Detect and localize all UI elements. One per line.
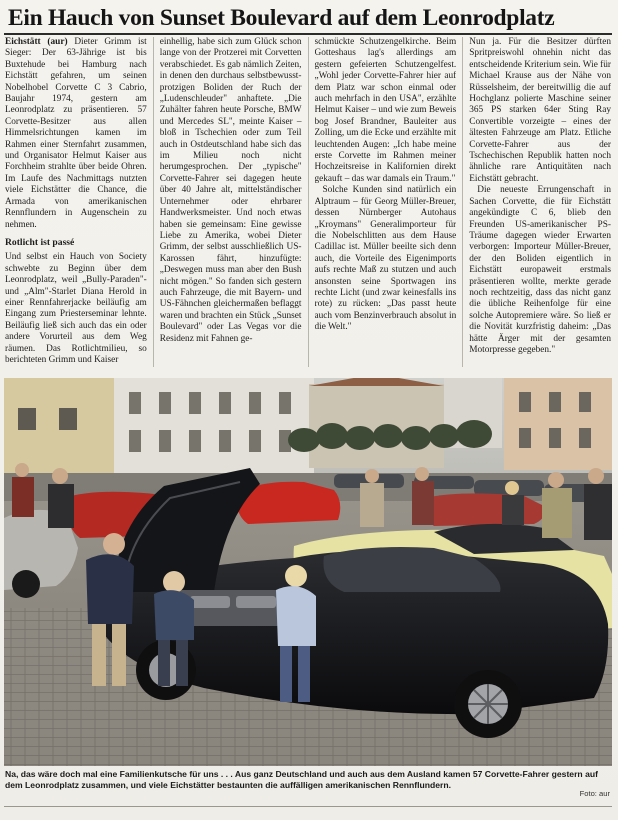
- article-text: Dieter Grimm ist Sieger: Der 63-Jährige ist bis Buxtehude bei Hamburg nach Eichstätt gefahren, um seinen Nobelhobel Corvette C 3 Cabrio, Baujahr 1974, gestern am Leonrodplatz zu präsentieren. 57 Corvette-Besitzer aus allen Himmelsrichtungen kamen im Rahmen einer Sternfahrt zusammen, und Organisator Helmut Kaiser aus Forchheim strahlte über beide Ohren. Im Laufe des Nachmittags nutzten viele Eichstätter die Chance, die Armada von amerikanischen Rennflundern in Augenschein zu nehmen.: [5, 37, 147, 230]
- article-paragraph: [5, 37, 147, 231]
- column-divider: [308, 37, 309, 367]
- article-paragraph: Die neueste Errungenschaft in Sachen Corvette, die für Eichstätt angekündigte C 6, blieb den Freunden US-amerikanischer PS-Träume dagegen wieder Erwarten verborgen: Importeur Müller-Breuer, der den Boliden eigentlich in Eichstätt europaweit erstmals präsentieren wollte, merkte gerade noch rechtzeitig, dass das nicht ganz die übliche Reihenfolge für eine solche Autopremiere wäre. So ließ er die Novität kurzfristig daheim: „Das hätte Ärger mit der gesamten Motorpresse gegeben.": [469, 185, 611, 355]
- article-paragraph: Und selbst ein Hauch von Society schwebte zu Beginn über dem Leonrodplatz, weil „Bully-Paraden"- und „Alm"-Starlet Diana Herold in einer Rennfahrerjacke beiläufig am Eingang zum Priesterseminar lehnte. Beiläufig ließ sich auch das ein oder andere Vorurteil aus dem Weg räumen. Das Rotlichtmilieu, so berichteten Grimm und Kaiser: [5, 252, 147, 365]
- article-photo: [4, 378, 612, 766]
- photo-caption: Na, das wäre doch mal eine Familienkutsche für uns . . . Aus ganz Deutschland und auch aus dem Ausland kamen 57 Corvette-Fahrer gestern auf dem Leonrodplatz zusammen, und viele Eichstätter bestaunten die auffälligen amerikanischen Rennflundern.: [5, 769, 598, 790]
- article-body: [5, 37, 611, 367]
- corvette-gathering-image: [4, 378, 612, 766]
- article-paragraph: Solche Kunden sind natürlich ein Alptraum – für Georg Müller-Breuer, dessen Nürnberger Autohaus „Kroymans" Generalimporteur für die Nobelschlitten aus dem Hause Cadillac ist. Müller beeilte sich denn auch, die Vorteile des Eigenimports aufs rechte Maß zu stutzen und auch ansonsten seine Sportwagen ins rechte Licht (und zwar keinesfalls ins rote) zu rücken: „Das passt heute auch vom Benzinverbrauch absolut in die Welt.": [314, 185, 457, 333]
- article-column-3: [315, 37, 457, 367]
- article-headline: Ein Hauch von Sunset Boulevard auf dem Leonrodplatz: [8, 5, 555, 31]
- photo-credit: Foto: aur: [579, 789, 610, 798]
- column-divider: [462, 37, 463, 367]
- article-column-1: [5, 37, 147, 367]
- article-paragraph: schmückte Schutzengelkirche. Beim Gotteshaus lag's allerdings am gestern gefeierten Schutzengelfest. „Wohl jeder Corvette-Fahrer hier auf dem Platz war schon einmal oder auch mehrfach in den USA", erzählte Helmut Kaiser – und wie zum Beweis bog Josef Brandner, Bauleiter aus Zolling, um die Ecke und erzählte mit leuchtenden Augen: „Ich habe meine erste Corvette im Rahmen meiner Hochzeitsreise in Kalifornien direkt gekauft – das war damals ein Traum.": [314, 37, 457, 184]
- page-bottom-rule: [4, 806, 612, 807]
- column-divider: [153, 37, 154, 367]
- headline-rule: [4, 33, 612, 35]
- article-paragraph: einhellig, habe sich zum Glück schon lange von der Protzerei mit Corvetten verabschiedet. Es gab nämlich Zeiten, in denen den durchaus selbstbewusst-protzigen Boliden der Ruch der „Ludenschleuder" anhaftete. „Die Zuhälter fahren heute Porsche, BMW und Mercedes SL", meinte Kaiser – bloß in Tschechien oder zum Teil auch in Ostdeutschland habe sich das im Milieu noch nicht herumgesprochen. Der „typische" Corvette-Fahrer sei dagegen heute über 40 Jahre alt, mittelständischer Unternehmer oder ehrbarer Handwerksmeister. Und noch etwas haben sie gemeinsam: Eine gewisse Liebe zu Amerika, wobei Dieter Grimm, der selbst ausschließlich US-Karossen fährt, hinzufügte: „Deswegen muss man aber den Bush nicht mögen." So fanden sich gestern auch Fahrzeuge, die mit Bayern- und US-Fähnchen gleichermaßen beflaggt waren und brachten ein Stück „Sunset Boulevard" oder Las Vegas vor die Residenz mit Fahnen ge-: [159, 37, 302, 344]
- article-column-4: [469, 37, 611, 367]
- article-subheading: Rotlicht ist passé: [5, 236, 75, 248]
- article-paragraph: Nun ja. Für die Besitzer dürften Spritpreiswohl ohnehin nicht das entscheidende Kriterium sein. Wie für Michael Krause aus der Nähe von Rüsselsheim, der bereitwillig die auf Hochglanz polierte Maschine seiner 365 PS starken 64er Sting Ray Convertible vorzeigte – eines der ältesten Fahrzeuge am Platz. Etliche Corvette-Fahrer aus der Tschechischen Republik hatten noch ähnliche rare Antiquitäten nach Eichstätt gebracht.: [469, 37, 611, 184]
- dateline: Eichstätt (aur): [5, 37, 68, 47]
- article-column-2: [160, 37, 302, 367]
